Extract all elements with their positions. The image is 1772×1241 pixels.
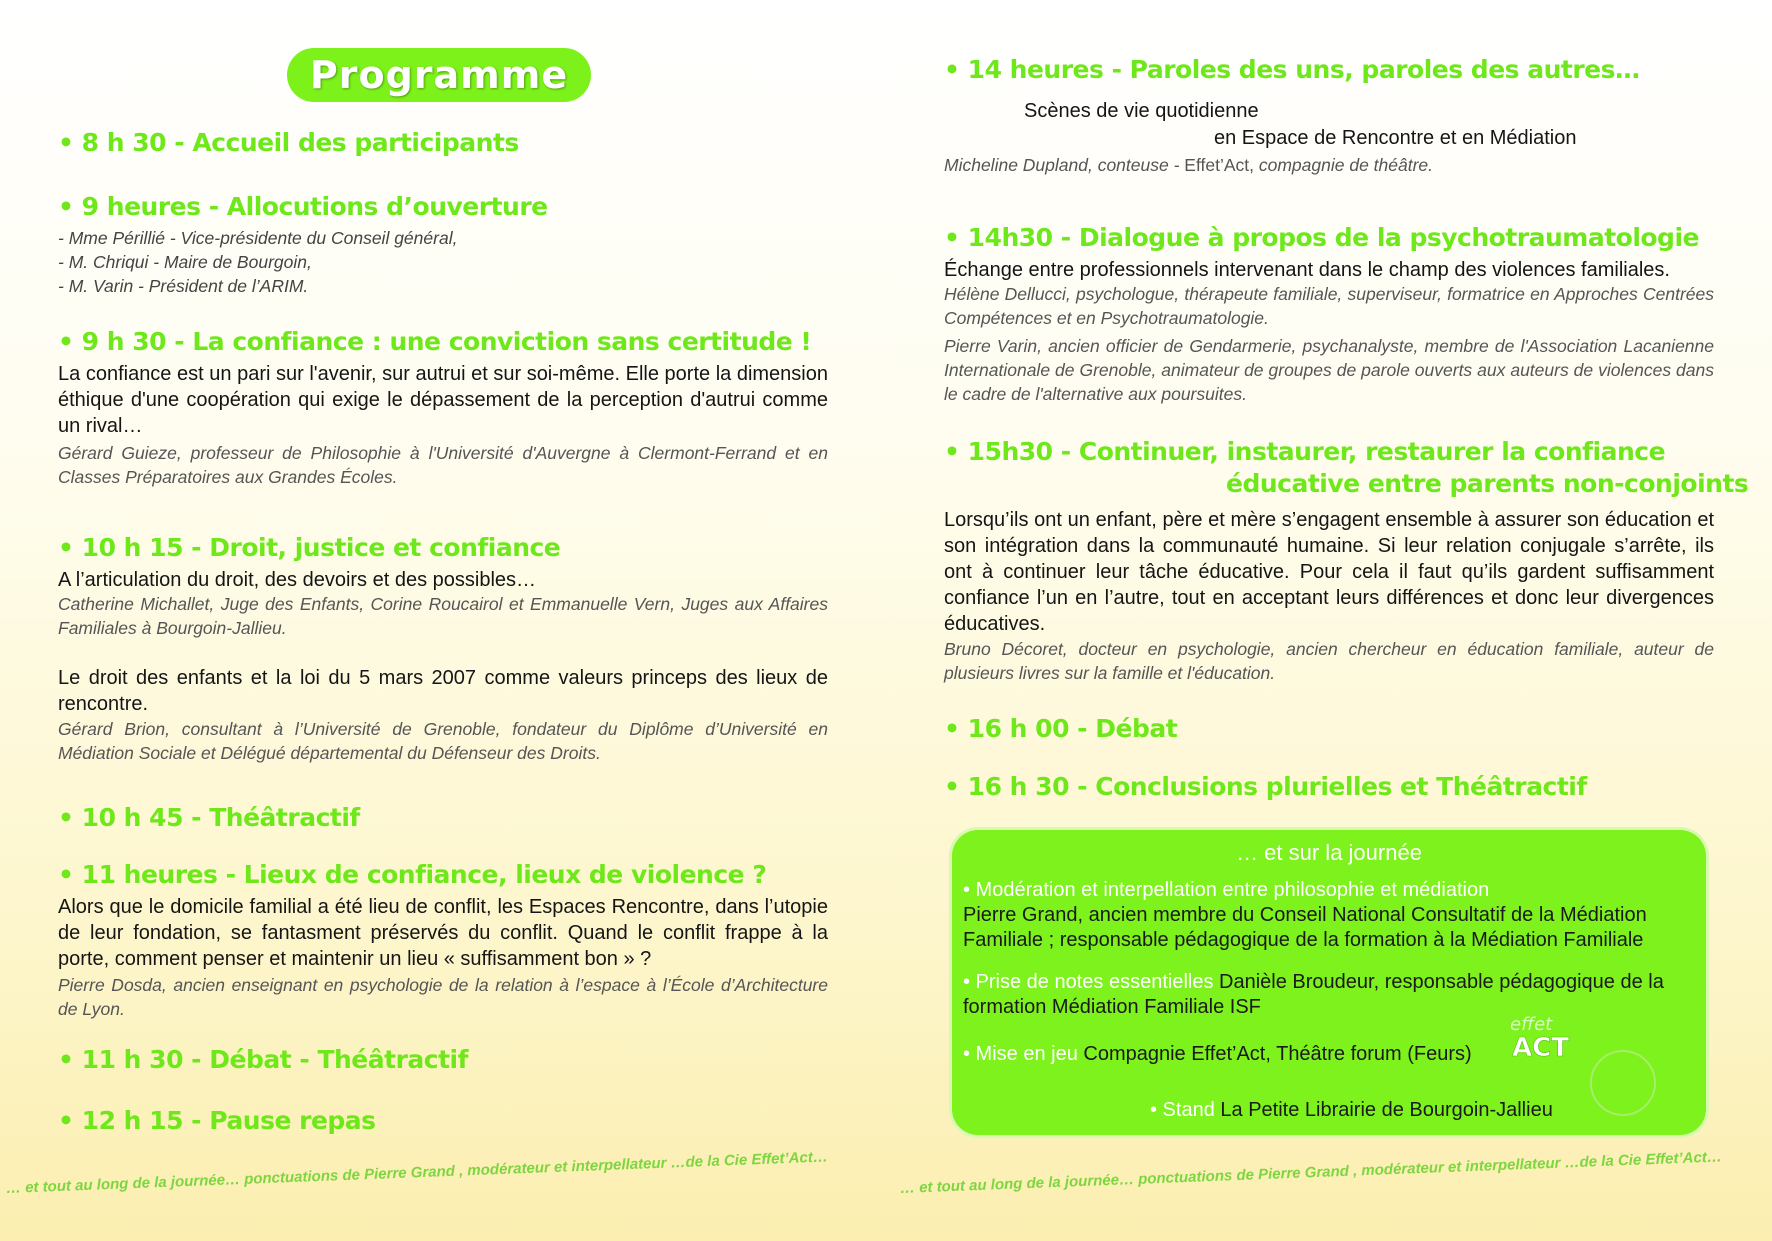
notes-text: Danièle Broudeur, responsable pédagogique de la formation Médiation Familiale ISF xyxy=(963,971,1664,1018)
moderation-text: Pierre Grand, ancien membre du Conseil National Consultatif de la Médiation Familiale ; responsable pédagogique de la formation à la Médiation Familiale xyxy=(963,904,1647,951)
item-0830-heading: • 8 h 30 - Accueil des participants xyxy=(58,128,519,157)
item-1100-author: Pierre Dosda, ancien enseignant en psychologie de la relation à l’espace à l’École d’Architecture de Lyon. xyxy=(58,975,828,1019)
item-1600-heading: • 16 h 00 - Débat xyxy=(944,714,1178,743)
company-name: Effet’Act, xyxy=(1184,155,1254,175)
mise-en-jeu-label: • Mise en jeu xyxy=(963,1043,1084,1065)
stamp-seal-icon xyxy=(1590,1050,1656,1116)
item-1430-author: Hélène Dellucci, psychologue, thérapeute familiale, superviseur, formatrice en Approches Centrées Compétences et en Psychotraumatologie. xyxy=(944,284,1714,328)
item-1100-heading: • 11 heures - Lieux de confiance, lieux de violence ? xyxy=(58,860,767,889)
item-1400-author xyxy=(944,153,1714,177)
heading-line1: • 15h30 - Continuer, instaurer, restaurer la confiance xyxy=(944,437,1666,466)
item-1215-heading: • 12 h 15 - Pause repas xyxy=(58,1106,376,1135)
item-1100-text: Alors que le domicile familial a été lieu de conflit, les Espaces Rencontre, dans l’utopie de leur fondation, se fantasment préservés du conflit. Quand le conflit frappe à la porte, comment penser et maintenir un lieu « suffisamment bon » ? xyxy=(58,896,828,970)
item-0930-author: Gérard Guieze, professeur de Philosophie à l'Université d'Auvergne à Clermont-Ferrand et en Classes Préparatoires aux Grandes Écoles. xyxy=(58,443,828,487)
item-1130-heading: • 11 h 30 - Débat - Théâtractif xyxy=(58,1045,469,1074)
effet-act-logo xyxy=(1504,1010,1578,1062)
item-0930-heading: • 9 h 30 - La confiance : une conviction sans certitude ! xyxy=(58,327,812,356)
mise-en-jeu-entry xyxy=(963,1042,1563,1067)
notes-label: • Prise de notes essentielles xyxy=(963,971,1220,993)
programme-title: Programme xyxy=(287,48,591,102)
box-title: … et sur la journée xyxy=(1236,840,1422,865)
speaker-line: - M. Varin - Président de l’ARIM. xyxy=(58,276,309,296)
item-1530-author: Bruno Décoret, docteur en psychologie, ancien chercheur en éducation familiale, auteur de plusieurs livres sur la famille et l'éducation. xyxy=(944,639,1714,683)
item-1430-author2: Pierre Varin, ancien officier de Gendarmerie, psychanalyste, membre de l'Association Lacanienne Internationale de Grenoble, animateur de groupes de parole ouverts aux auteurs de violences dans le cadre de l'alternative aux poursuites. xyxy=(944,336,1714,404)
notes-entry xyxy=(963,970,1698,1020)
item-1630-heading: • 16 h 30 - Conclusions plurielles et Théâtractif xyxy=(944,772,1587,801)
footer-left: … et tout au long de la journée… ponctuations de Pierre Grand , modérateur et interpellateur …de la Cie Effet’Act… xyxy=(5,1148,829,1197)
item-0900-heading: • 9 heures - Allocutions d’ouverture xyxy=(58,192,548,221)
speaker-line: - Mme Périllié - Vice-présidente du Conseil général, xyxy=(58,228,458,248)
stand-label: • Stand xyxy=(1150,1099,1221,1121)
item-0930-text: La confiance est un pari sur l'avenir, sur autrui et sur soi-même. Elle porte la dimension éthique d'une coopération qui exige le dépassement de la perception d'autrui comme un rival… xyxy=(58,363,828,437)
mise-en-jeu-text: Compagnie Effet’Act, Théâtre forum (Feurs) xyxy=(1083,1043,1472,1065)
item-1015-author: Catherine Michallet, Juge des Enfants, Corine Roucairol et Emmanuelle Vern, Juges aux Affaires Familiales à Bourgoin-Jallieu. xyxy=(58,594,828,638)
item-1430-text: Échange entre professionnels intervenant dans le champ des violences familiales. xyxy=(944,259,1670,281)
footer-right: … et tout au long de la journée… ponctuations de Pierre Grand , modérateur et interpellateur …de la Cie Effet’Act… xyxy=(899,1148,1723,1197)
item-1015-author2: Gérard Brion, consultant à l’Université de Grenoble, fondateur du Diplôme d’Université en Médiation Sociale et Délégué départemental du Défenseur des Droits. xyxy=(58,719,828,763)
item-1530-heading xyxy=(944,436,1748,500)
moderation-label: • Modération et interpellation entre philosophie et médiation xyxy=(963,879,1490,901)
svg-text:ACT: ACT xyxy=(1512,1033,1569,1062)
item-1015-text: A l’articulation du droit, des devoirs et des possibles… xyxy=(58,569,537,591)
item-1400-line1: Scènes de vie quotidienne xyxy=(1024,100,1259,122)
svg-text:effet: effet xyxy=(1510,1014,1553,1035)
item-1045-heading: • 10 h 45 - Théâtractif xyxy=(58,803,360,832)
item-1430-heading: • 14h30 - Dialogue à propos de la psychotraumatologie xyxy=(944,223,1699,252)
author-name: Micheline Dupland, conteuse - xyxy=(944,155,1185,175)
opening-speakers xyxy=(58,226,658,298)
item-1015-text2: Le droit des enfants et la loi du 5 mars 2007 comme valeurs princeps des lieux de rencontre. xyxy=(58,667,828,715)
author-role: compagnie de théâtre. xyxy=(1254,155,1434,175)
heading-line2: éducative entre parents non-conjoints xyxy=(1226,469,1749,498)
item-1400-line2: en Espace de Rencontre et en Médiation xyxy=(1214,127,1577,149)
item-1015-heading: • 10 h 15 - Droit, justice et confiance xyxy=(58,533,561,562)
item-1400-heading: • 14 heures - Paroles des uns, paroles des autres… xyxy=(944,55,1640,84)
item-1530-text: Lorsqu’ils ont un enfant, père et mère s’engagent ensemble à assurer son éducation et son intégration dans la communauté humaine. Si leur relation conjugale s’arrête, ils ont à continuer leur tâche éducative. Pour cela il faut qu’ils gardent suffisamment confiance l’un en l’autre, tout en acceptant leurs différences et donc leur divergences éducatives. xyxy=(944,509,1714,635)
stand-text: La Petite Librairie de Bourgoin-Jallieu xyxy=(1220,1099,1553,1121)
moderation-entry xyxy=(963,878,1698,953)
speaker-line: - M. Chriqui - Maire de Bourgoin, xyxy=(58,252,312,272)
stand-entry xyxy=(1150,1098,1670,1123)
